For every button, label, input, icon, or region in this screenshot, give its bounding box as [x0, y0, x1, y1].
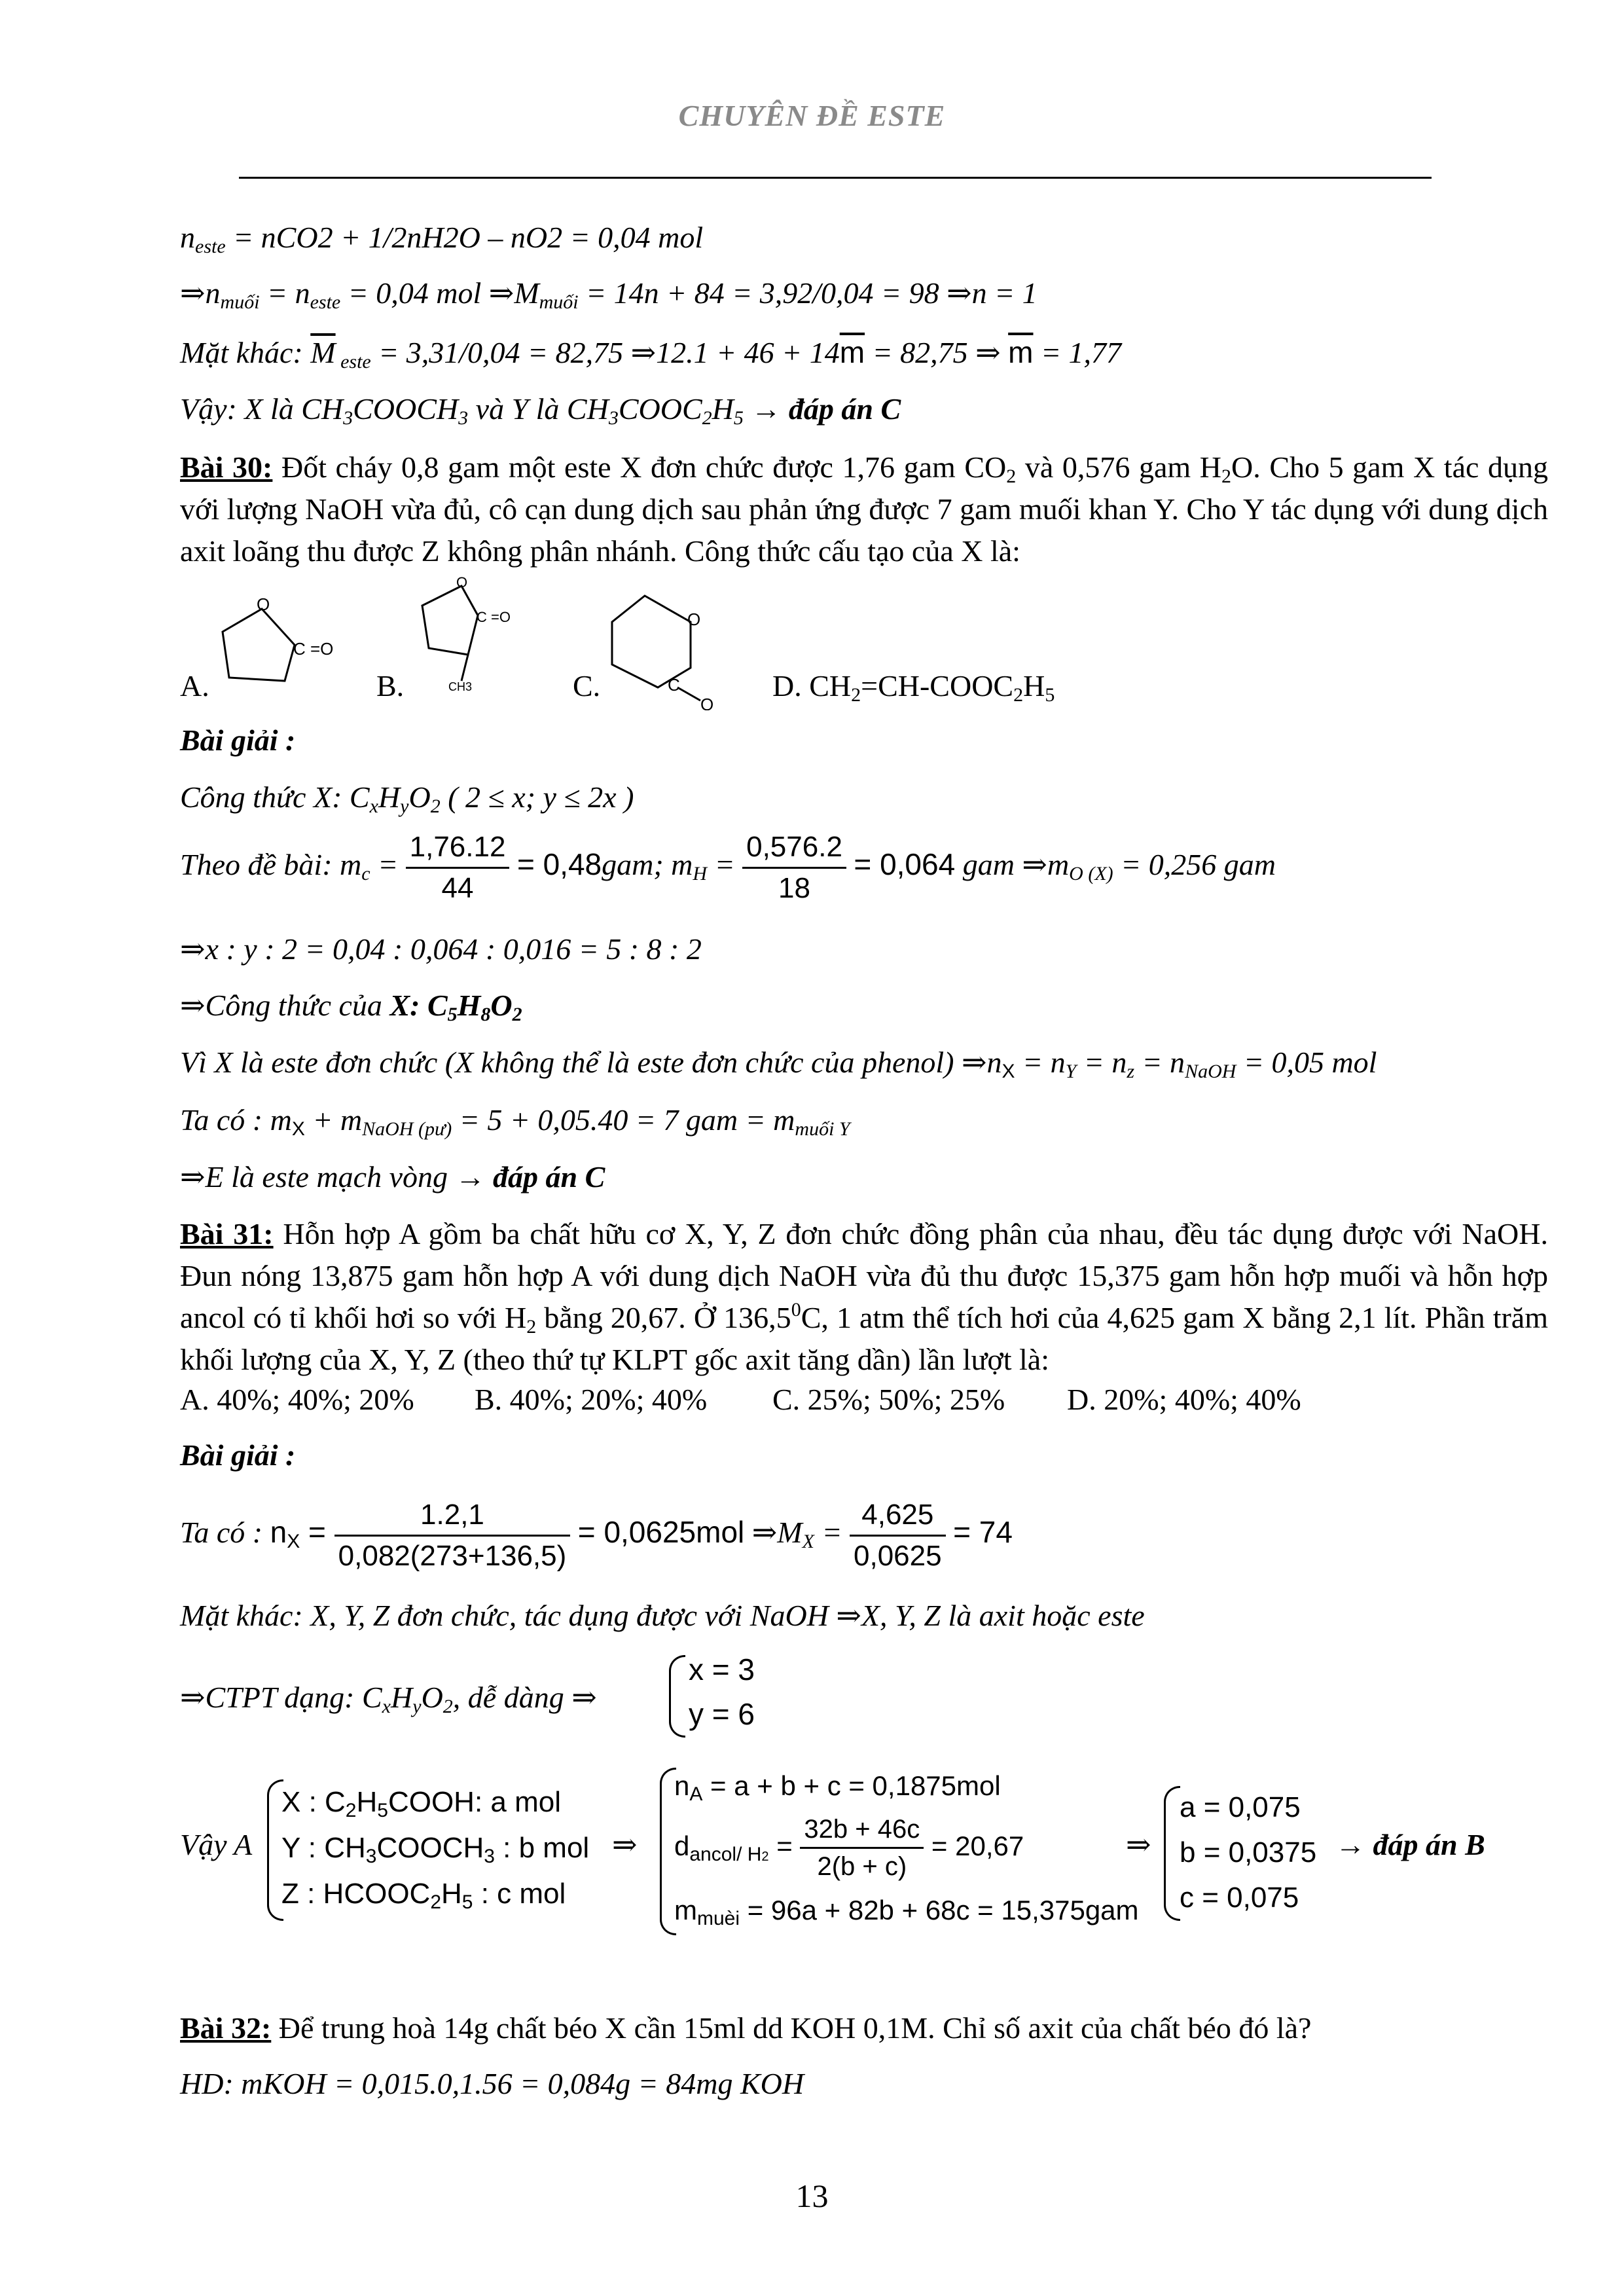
line-mat-khac: Mặt khác: $\overline{M}$ $_{este}$ = 3,31/0,04 = 82,75 ⇒12.1 + $46 + 14\overline{m} = 82,75$ ⇒ $\overline{m} = 1,77$: [180, 335, 1122, 373]
system2-d: $d_{ancol/ H2}$ = $\frac{32b + 46c}{2(b + c)}$ = 20,67: [674, 1815, 1024, 1882]
bai30-option-a: A.: [180, 669, 209, 702]
bai30-option-b: B.: [376, 669, 405, 702]
bai30-option-c: C.: [573, 669, 601, 702]
bai32-hd: HD: mKOH = 0,015.0,1.56 = 0,084g = 84mg KOH: [180, 2067, 804, 2100]
solution-b: b = 0,0375: [1180, 1836, 1317, 1868]
line-vay-x-y: Vậy: X là $CH_3COOCH_3$ và Y là $CH_3COOC_2H_5$ → đáp án C: [180, 392, 901, 429]
fraction-nx: $\frac{1.2,1}{0,082(273+136,5)}$: [334, 1498, 571, 1573]
system2-na: $n_A = a + b + c = 0,1875mol$: [674, 1770, 1001, 1805]
structure-a-o: O: [257, 594, 270, 614]
structure-c-c: C: [668, 675, 680, 695]
bai30-solution-label: Bài giải :: [180, 723, 296, 757]
bai31-option-b: B. 40%; 20%; 40%: [475, 1383, 708, 1416]
brace-xy: [669, 1655, 685, 1738]
bai30-cong-thuc-x: ⇒Công thức của X: $C_5H_8O_2$: [180, 989, 522, 1025]
line-n-muoi: $\Rightarrow n_{muối} = n_{este} = 0,04$ mol $\Rightarrow M_{muối} = 14n + 84 = 3,92/0,04 = 98$ ⇒n = 1: [180, 276, 1038, 313]
bai31-option-a: A. 40%; 40%; 20%: [180, 1383, 414, 1416]
bai31-mat-khac: Mặt khác: X, Y, Z đơn chức, tác dụng được với NaOH ⇒X, Y, Z là axit hoặc este: [180, 1599, 1145, 1632]
structure-a-ceo: C =O: [293, 639, 334, 659]
page-number: 13: [795, 2178, 829, 2214]
solution-c: c = 0,075: [1180, 1882, 1299, 1914]
fraction-mx: $\frac{4,625}{0,0625}$: [850, 1498, 946, 1573]
bai31-question: Bài 31: Hỗn hợp A gồm ba chất hữu cơ X, Y, Z đơn chức đồng phân của nhau, đều tác dụng được với NaOH. Đun nóng 13,875 gam hỗn hợp A với dung dịch NaOH vừa đủ thu được 15,375 gam hỗn hợp muối và hỗn hợp ancol có tỉ khối hơi so với $H_2$ bằng 20,67. Ở 136,5$^0$C, 1 atm thể tích hơi của 4,625 gam X bằng 2,1 lít. Phần trăm khối lượng của X, Y, Z (theo thứ tự KLPT gốc axit tăng dần) lần lượt là:: [180, 1217, 1548, 1376]
bai30-conclusion: ⇒E là este mạch vòng → đáp án C: [180, 1160, 605, 1194]
bai30-vi-x: Vì X là este đơn chức (X không thể là este đơn chức của phenol) $\Rightarrow n_X = n_Y = n_z = n_{NaOH} = 0,05$ mol: [180, 1046, 1377, 1082]
bai30-option-d: D. $CH_2=CH-COOC_2H_5$: [772, 669, 1055, 706]
structure-c-o2: O: [700, 695, 714, 710]
bai31-vay-a: Vậy A: [180, 1828, 253, 1861]
x-eq-3: x = 3: [689, 1652, 755, 1686]
structure-c-o: O: [687, 610, 701, 629]
system-arrow-2: ⇒: [1126, 1828, 1151, 1861]
system1-x: X : $C_2H_5COOH$: a mol: [281, 1786, 561, 1821]
fraction-d: $\frac{32b + 46c}{2(b + c)}$: [800, 1814, 924, 1882]
bai30-ta-co: Ta có : $m_X + m_{NaOH (pư)} = 5 + 0,05.40 = 7$ gam = $m_{muối Y}$: [180, 1103, 850, 1140]
bai31-solution-label: Bài giải :: [180, 1438, 296, 1472]
bai30-formula: Công thức X: $C_xH_yO_2$ ( 2 ≤ x; y ≤ 2x ): [180, 780, 634, 817]
header-divider: [239, 177, 1432, 179]
bai30-question: Bài 30: Đốt cháy 0,8 gam một este X đơn chức được 1,76 gam $CO_2$ và 0,576 gam $H_2O$. Cho 5 gam X tác dụng với lượng NaOH vừa đủ, cô cạn dung dịch sau phản ứng được 7 gam muối khan Y. Cho Y tác dụng với dung dịch axit loãng thu được Z không phân nhánh. Công thức cấu tạo của X là:: [180, 450, 1548, 568]
solution-a: a = 0,075: [1180, 1791, 1301, 1823]
brace-solution: [1164, 1786, 1180, 1921]
system2-m: $m_{muèi} = 96a + 82b + 68c = 15,375gam$: [674, 1895, 1139, 1929]
bai31-ctpt: ⇒CTPT dạng: $C_xH_yO_2$, dễ dàng ⇒: [180, 1681, 597, 1717]
bai30-theo-de-bai: Theo đề bài: $m_c$ = $\frac{1,76.12}{44}$ = 0,48gam; $m_H$ = $\frac{0,576.2}{18}$ = 0,064 gam $\Rightarrow m_{O (X)} = 0,256$ gam: [180, 830, 1276, 904]
system1-y: Y : $CH_3COOCH_3$ : b mol: [281, 1832, 590, 1867]
page-header-title: CHUYÊN ĐỀ ESTE: [678, 99, 946, 132]
structure-a-svg: [209, 583, 373, 701]
system1-z: Z : $HCOOC_2H_5$ : c mol: [281, 1878, 566, 1913]
bai31-option-d: D. 20%; 40%; 40%: [1067, 1383, 1301, 1416]
structure-b-svg: [406, 563, 550, 694]
bai31-answer: → đáp án B: [1335, 1828, 1485, 1861]
structure-b-o: O: [456, 574, 468, 591]
system-arrow-1: ⇒: [612, 1828, 638, 1861]
line-n-este: $n_{este} = nCO2 + 1/2nH2O - nO2 = 0,04$ mol: [180, 221, 704, 257]
y-eq-6: y = 6: [689, 1697, 755, 1731]
bai30-ratio: ⇒x : y : 2 = 0,04 : 0,064 : 0,016 = 5 : 8 : 2: [180, 932, 702, 966]
structure-b-ceo: C =O: [477, 609, 511, 625]
structure-b-ch3: CH3: [448, 680, 473, 693]
bai31-ta-co: Ta có : $n_X$ = $\frac{1.2,1}{0,082(273+136,5)}$ = 0,0625mol $\Rightarrow M_X$ = $\frac{4,625}{0,0625}$ = 74: [180, 1498, 1013, 1572]
fraction-mh: $\frac{0,576.2}{18}$: [742, 830, 846, 905]
fraction-mc: $\frac{1,76.12}{44}$: [406, 830, 510, 905]
structure-c-svg: [602, 586, 740, 710]
bai32-question: Bài 32: Để trung hoà 14g chất béo X cần 15ml dd KOH 0,1M. Chỉ số axit của chất béo đó là?: [180, 2011, 1312, 2045]
bai31-option-c: C. 25%; 50%; 25%: [772, 1383, 1005, 1416]
